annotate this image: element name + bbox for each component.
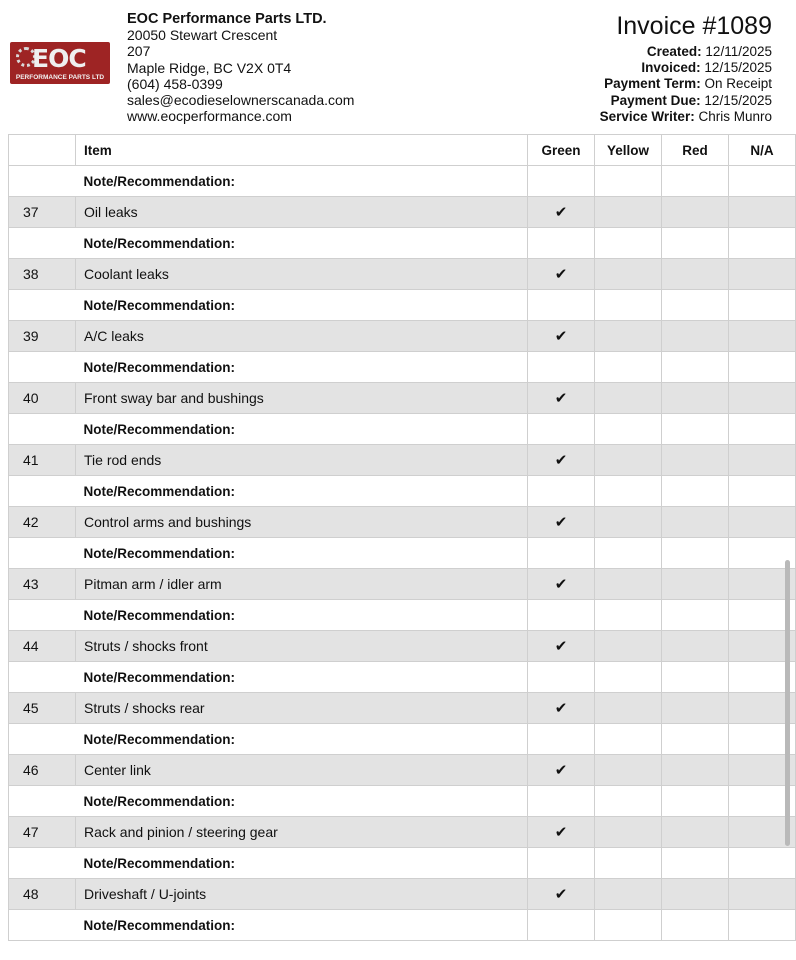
note-row	[9, 848, 796, 879]
note-yellow-cell	[595, 228, 662, 259]
yellow-status-cell[interactable]	[595, 817, 662, 848]
row-item-name: A/C leaks	[76, 321, 528, 352]
note-row	[9, 476, 796, 507]
red-status-cell[interactable]	[662, 879, 729, 910]
row-item-name: Center link	[76, 755, 528, 786]
note-label: Note/Recommendation:	[76, 476, 528, 507]
note-label: Note/Recommendation:	[76, 724, 528, 755]
yellow-status-cell[interactable]	[595, 259, 662, 290]
note-number-cell	[9, 228, 76, 259]
note-label: Note/Recommendation:	[76, 414, 528, 445]
col-header-item: Item	[76, 135, 528, 166]
note-row	[9, 724, 796, 755]
checkmark-icon: ✔	[554, 266, 568, 283]
note-green-cell	[528, 476, 595, 507]
row-number: 38	[9, 259, 76, 290]
checkmark-icon: ✔	[554, 390, 568, 407]
red-status-cell[interactable]	[662, 321, 729, 352]
note-label: Note/Recommendation:	[76, 538, 528, 569]
table-header-row	[9, 135, 796, 166]
note-row	[9, 910, 796, 941]
company-email[interactable]: sales@ecodieselownerscanada.com	[127, 92, 355, 109]
checkmark-icon: ✔	[554, 328, 568, 345]
red-status-cell[interactable]	[662, 817, 729, 848]
col-header-red: Red	[662, 135, 729, 166]
note-red-cell	[662, 352, 729, 383]
note-yellow-cell	[595, 662, 662, 693]
logo-text: EOC	[32, 44, 86, 73]
row-item-name: Control arms and bushings	[76, 507, 528, 538]
table-row	[9, 631, 796, 662]
note-label: Note/Recommendation:	[76, 786, 528, 817]
col-header-green: Green	[528, 135, 595, 166]
green-status-cell[interactable]	[528, 631, 595, 662]
checkmark-icon: ✔	[554, 204, 568, 221]
checkmark-icon: ✔	[554, 824, 568, 841]
note-row	[9, 600, 796, 631]
note-row	[9, 786, 796, 817]
note-label: Note/Recommendation:	[76, 848, 528, 879]
red-status-cell[interactable]	[662, 631, 729, 662]
green-status-cell[interactable]	[528, 879, 595, 910]
note-yellow-cell	[595, 166, 662, 197]
row-item-name: Struts / shocks rear	[76, 693, 528, 724]
note-label: Note/Recommendation:	[76, 290, 528, 321]
note-row	[9, 228, 796, 259]
green-status-cell[interactable]	[528, 445, 595, 476]
checkmark-icon: ✔	[554, 514, 568, 531]
note-number-cell	[9, 662, 76, 693]
note-yellow-cell	[595, 724, 662, 755]
row-number: 41	[9, 445, 76, 476]
note-yellow-cell	[595, 538, 662, 569]
invoice-payment-due: Payment Due: 12/15/2025	[610, 92, 772, 108]
note-green-cell	[528, 228, 595, 259]
yellow-status-cell[interactable]	[595, 445, 662, 476]
note-green-cell	[528, 538, 595, 569]
company-address-line1: 20050 Stewart Crescent	[127, 27, 278, 44]
row-item-name: Rack and pinion / steering gear	[76, 817, 528, 848]
note-row	[9, 414, 796, 445]
note-red-cell	[662, 848, 729, 879]
note-number-cell	[9, 476, 76, 507]
row-number: 37	[9, 197, 76, 228]
checkmark-icon: ✔	[554, 452, 568, 469]
table-row	[9, 321, 796, 352]
note-red-cell	[662, 290, 729, 321]
note-number-cell	[9, 352, 76, 383]
note-number-cell	[9, 848, 76, 879]
logo-subtext: PERFORMANCE PARTS LTD	[15, 74, 105, 81]
red-status-cell[interactable]	[662, 693, 729, 724]
scrollbar-thumb[interactable]	[785, 560, 790, 846]
company-address-line2: 207	[127, 43, 151, 60]
table-row	[9, 817, 796, 848]
note-red-cell	[662, 538, 729, 569]
note-red-cell	[662, 166, 729, 197]
note-yellow-cell	[595, 910, 662, 941]
note-na-cell	[729, 414, 796, 445]
green-status-cell[interactable]	[528, 569, 595, 600]
row-item-name: Coolant leaks	[76, 259, 528, 290]
yellow-status-cell[interactable]	[595, 383, 662, 414]
invoice-service-writer: Service Writer: Chris Munro	[599, 108, 772, 124]
note-na-cell	[729, 910, 796, 941]
company-info	[127, 11, 354, 124]
note-green-cell	[528, 724, 595, 755]
row-item-name: Front sway bar and bushings	[76, 383, 528, 414]
col-header-number	[9, 135, 76, 166]
row-number: 44	[9, 631, 76, 662]
row-item-name: Struts / shocks front	[76, 631, 528, 662]
company-logo	[10, 42, 110, 84]
checkmark-icon: ✔	[554, 576, 568, 593]
note-green-cell	[528, 662, 595, 693]
invoice-info	[600, 11, 772, 125]
green-status-cell[interactable]	[528, 321, 595, 352]
note-green-cell	[528, 166, 595, 197]
row-number: 42	[9, 507, 76, 538]
green-status-cell[interactable]	[528, 383, 595, 414]
green-status-cell[interactable]	[528, 259, 595, 290]
yellow-status-cell[interactable]	[595, 197, 662, 228]
na-status-cell[interactable]	[729, 197, 796, 228]
row-number: 39	[9, 321, 76, 352]
invoice-invoiced: Invoiced: 12/15/2025	[641, 60, 772, 76]
row-item-name: Tie rod ends	[76, 445, 528, 476]
col-header-yellow: Yellow	[595, 135, 662, 166]
note-green-cell	[528, 352, 595, 383]
row-number: 43	[9, 569, 76, 600]
note-row	[9, 352, 796, 383]
na-status-cell[interactable]	[729, 879, 796, 910]
note-number-cell	[9, 538, 76, 569]
table-row	[9, 197, 796, 228]
row-item-name: Driveshaft / U-joints	[76, 879, 528, 910]
red-status-cell[interactable]	[662, 569, 729, 600]
note-label: Note/Recommendation:	[76, 228, 528, 259]
note-number-cell	[9, 724, 76, 755]
note-yellow-cell	[595, 290, 662, 321]
note-red-cell	[662, 786, 729, 817]
green-status-cell[interactable]	[528, 197, 595, 228]
table-row	[9, 507, 796, 538]
green-status-cell[interactable]	[528, 817, 595, 848]
note-red-cell	[662, 910, 729, 941]
company-name: EOC Performance Parts LTD.	[127, 11, 327, 27]
note-row	[9, 662, 796, 693]
row-number: 46	[9, 755, 76, 786]
yellow-status-cell[interactable]	[595, 755, 662, 786]
company-city: Maple Ridge, BC V2X 0T4	[127, 59, 292, 76]
note-red-cell	[662, 724, 729, 755]
yellow-status-cell[interactable]	[595, 879, 662, 910]
row-number: 40	[9, 383, 76, 414]
note-na-cell	[729, 228, 796, 259]
red-status-cell[interactable]	[662, 755, 729, 786]
red-status-cell[interactable]	[662, 383, 729, 414]
na-status-cell[interactable]	[729, 321, 796, 352]
yellow-status-cell[interactable]	[595, 631, 662, 662]
note-yellow-cell	[595, 352, 662, 383]
row-number: 47	[9, 817, 76, 848]
red-status-cell[interactable]	[662, 445, 729, 476]
yellow-status-cell[interactable]	[595, 321, 662, 352]
note-na-cell	[729, 166, 796, 197]
invoice-created: Created: 12/11/2025	[646, 44, 772, 59]
note-na-cell	[729, 848, 796, 879]
company-website[interactable]: www.eocperformance.com	[127, 108, 292, 125]
note-green-cell	[528, 848, 595, 879]
note-number-cell	[9, 166, 76, 197]
note-yellow-cell	[595, 600, 662, 631]
note-number-cell	[9, 910, 76, 941]
note-row	[9, 290, 796, 321]
green-status-cell[interactable]	[528, 755, 595, 786]
green-status-cell[interactable]	[528, 507, 595, 538]
table-row	[9, 755, 796, 786]
checkmark-icon: ✔	[554, 762, 568, 779]
note-number-cell	[9, 414, 76, 445]
yellow-status-cell[interactable]	[595, 507, 662, 538]
note-label: Note/Recommendation:	[76, 352, 528, 383]
na-status-cell[interactable]	[729, 507, 796, 538]
table-row	[9, 879, 796, 910]
checkmark-icon: ✔	[554, 638, 568, 655]
table-row	[9, 569, 796, 600]
note-row	[9, 538, 796, 569]
note-yellow-cell	[595, 848, 662, 879]
note-red-cell	[662, 662, 729, 693]
yellow-status-cell[interactable]	[595, 693, 662, 724]
table-row	[9, 259, 796, 290]
note-red-cell	[662, 476, 729, 507]
note-label: Note/Recommendation:	[76, 662, 528, 693]
note-yellow-cell	[595, 786, 662, 817]
row-item-name: Pitman arm / idler arm	[76, 569, 528, 600]
company-phone: (604) 458-0399	[127, 75, 223, 92]
note-number-cell	[9, 290, 76, 321]
note-na-cell	[729, 476, 796, 507]
checkmark-icon: ✔	[554, 886, 568, 903]
col-header-na: N/A	[729, 135, 796, 166]
note-na-cell	[729, 352, 796, 383]
table-row	[9, 693, 796, 724]
row-number: 45	[9, 693, 76, 724]
note-label: Note/Recommendation:	[76, 166, 528, 197]
na-status-cell[interactable]	[729, 259, 796, 290]
row-item-name: Oil leaks	[76, 197, 528, 228]
note-red-cell	[662, 414, 729, 445]
table-row	[9, 445, 796, 476]
note-label: Note/Recommendation:	[76, 600, 528, 631]
note-red-cell	[662, 600, 729, 631]
note-number-cell	[9, 786, 76, 817]
note-row	[9, 166, 796, 197]
yellow-status-cell[interactable]	[595, 569, 662, 600]
note-green-cell	[528, 910, 595, 941]
invoice-title: Invoice #1089	[616, 12, 772, 40]
note-na-cell	[729, 290, 796, 321]
checkmark-icon: ✔	[554, 700, 568, 717]
note-green-cell	[528, 786, 595, 817]
red-status-cell[interactable]	[662, 197, 729, 228]
note-red-cell	[662, 228, 729, 259]
note-label: Note/Recommendation:	[76, 910, 528, 941]
note-number-cell	[9, 600, 76, 631]
red-status-cell[interactable]	[662, 507, 729, 538]
note-yellow-cell	[595, 414, 662, 445]
inspection-table	[8, 134, 796, 941]
na-status-cell[interactable]	[729, 445, 796, 476]
note-green-cell	[528, 414, 595, 445]
table-row	[9, 383, 796, 414]
note-green-cell	[528, 290, 595, 321]
na-status-cell[interactable]	[729, 383, 796, 414]
note-green-cell	[528, 600, 595, 631]
green-status-cell[interactable]	[528, 693, 595, 724]
red-status-cell[interactable]	[662, 259, 729, 290]
note-yellow-cell	[595, 476, 662, 507]
invoice-payment-term: Payment Term: On Receipt	[604, 76, 772, 92]
row-number: 48	[9, 879, 76, 910]
